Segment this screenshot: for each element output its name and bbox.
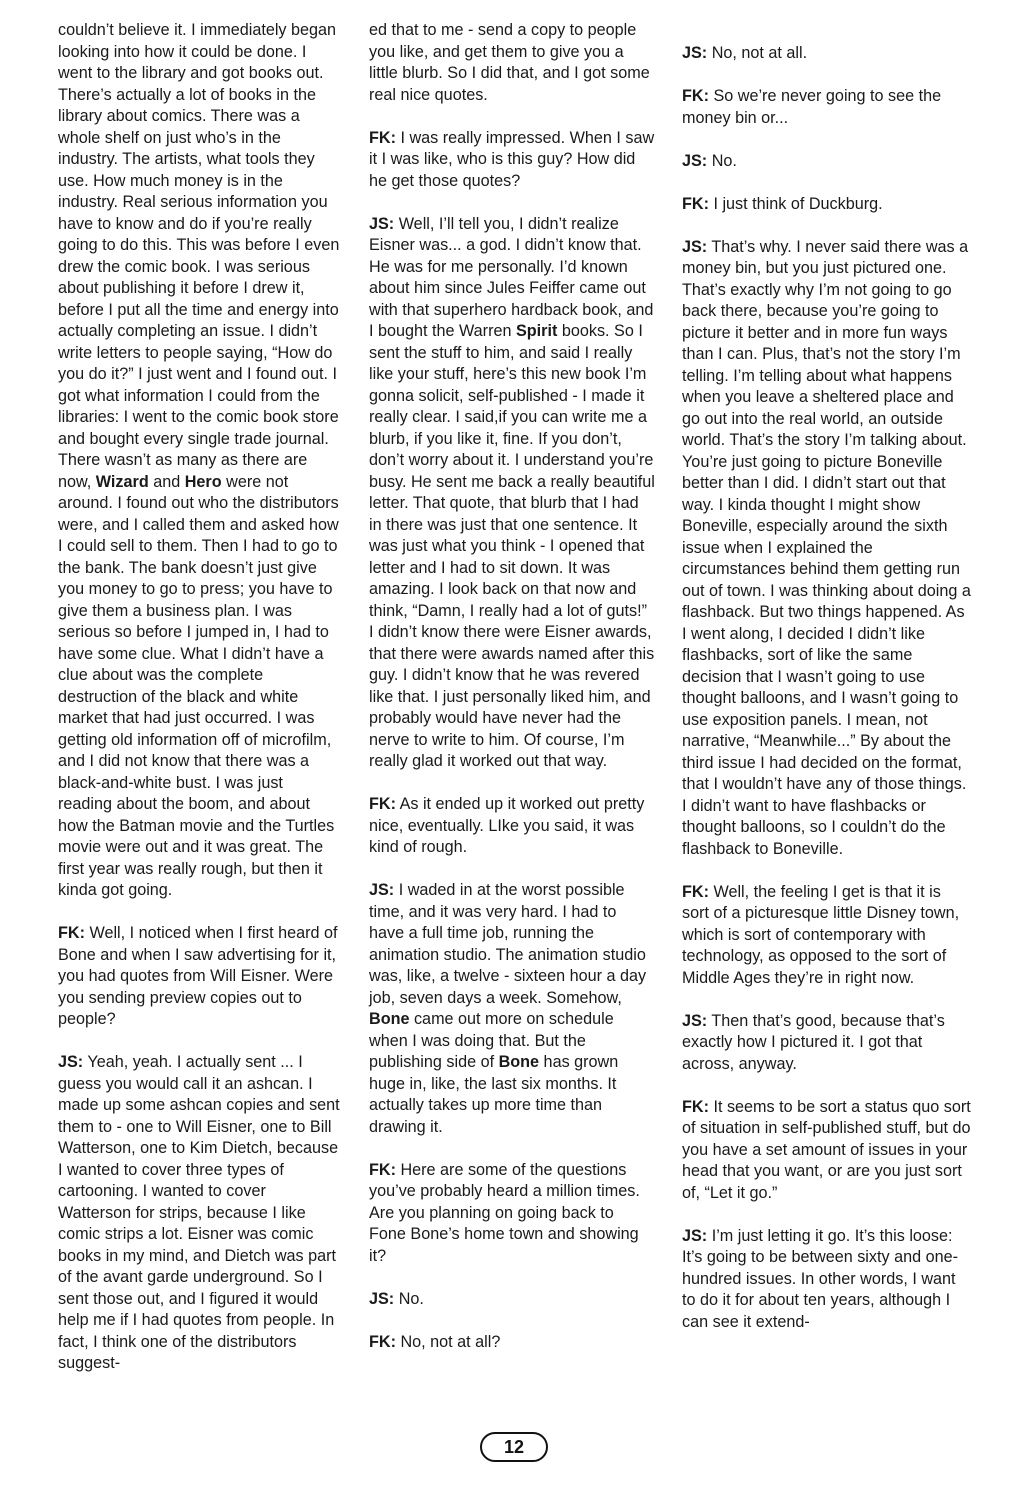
paragraph xyxy=(369,794,655,859)
page-number: 12 xyxy=(480,1432,548,1462)
paragraph xyxy=(682,43,972,65)
paragraph xyxy=(682,237,972,861)
paragraph-text: I waded in at the worst possible time, and it was very hard. I had to have a full time job, running the animation studio. The animation studio was, like, a twelve - sixteen hour a day job, seven days a week. Somehow, xyxy=(369,881,647,1007)
paragraph-text: As it ended up it worked out pretty nice, eventually. LIke you said, it was kind of rough. xyxy=(369,795,645,856)
paragraph-text: I’m just letting it go. It’s this loose: It’s going to be between sixty and one-hundred issues. In other words, I want to do it for about ten years, although I can see it extend- xyxy=(682,1226,958,1331)
paragraph xyxy=(369,20,655,106)
paragraph-text: So we’re never going to see the money bin or... xyxy=(682,87,942,127)
paragraph xyxy=(369,128,655,193)
speaker-label: FK: xyxy=(682,1097,709,1116)
speaker-label: JS: xyxy=(682,44,708,62)
speaker-label: JS: xyxy=(682,237,708,256)
bold-title: Bone xyxy=(498,1053,540,1071)
text-column-1 xyxy=(58,20,340,1396)
paragraph-text: I just think of Duckburg. xyxy=(708,194,883,213)
paragraph-text: Well, I noticed when I first heard of Bone and when I saw advertising for it, you had quotes from Will Eisner. Were you sending preview copies out to people? xyxy=(58,924,338,1028)
paragraph xyxy=(58,1052,340,1375)
paragraph xyxy=(369,214,655,773)
paragraph-text: couldn’t believe it. I immediately began looking into how it could be done. I went to the library and got books out. There’s actually a lot of books in the library about comics. There was a whole shelf on just who’s in the industry. The artists, what tools they use. How much money is in the industry. Real serious information you have to know and do if you’re really going to do this. This was before I even drew the comic book. I was serious about publishing it before I drew it, before I put all the time and energy into actually completing an issue. I didn’t write letters to people saying, “How do you do it?” I just went and I found out. I got what information I could from the libraries: I went to the comic book store and bought every single trade journal. There wasn’t as many as there are now, xyxy=(58,21,340,491)
paragraph-text: No. xyxy=(707,151,737,170)
paragraph-text: No, not at all. xyxy=(707,44,808,62)
speaker-label: FK: xyxy=(58,924,85,942)
paragraph-text: Here are some of the questions you’ve probably heard a million times. Are you planning on going back to Fone Bone’s home town and showing it? xyxy=(369,1160,640,1265)
speaker-label: FK: xyxy=(682,882,709,901)
paragraph xyxy=(369,1332,655,1354)
speaker-label: FK: xyxy=(682,194,709,213)
speaker-label: JS: xyxy=(682,151,708,170)
paragraph xyxy=(682,151,972,173)
paragraph xyxy=(682,1097,972,1205)
paragraph xyxy=(369,1160,655,1268)
bold-title: Hero xyxy=(184,472,222,491)
paragraph xyxy=(369,1289,655,1311)
speaker-label: JS: xyxy=(369,214,395,233)
paragraph-text: ed that to me - send a copy to people you like, and get them to give you a little blurb. So I did that, and I got some real nice quotes. xyxy=(369,21,650,104)
paragraph xyxy=(682,882,972,990)
bold-title: Bone xyxy=(369,1010,410,1028)
paragraph-text: Well, the feeling I get is that it is sort of a picturesque little Disney town, which is sort of contemporary with technology, as opposed to the sort of Middle Ages they’re in right now. xyxy=(682,882,960,987)
paragraph-text: came out more on schedule when I was doing that. But the publishing side of xyxy=(369,1010,614,1071)
speaker-label: JS: xyxy=(682,1226,708,1245)
speaker-label: JS: xyxy=(682,1011,708,1030)
paragraph xyxy=(58,923,340,1031)
paragraph xyxy=(682,194,972,216)
speaker-label: JS: xyxy=(369,881,395,899)
paragraph-text: Yeah, yeah. I actually sent ... I guess you would call it an ashcan. I made up some ashcan copies and sent them to - one to Will Eisner, one to Bill Watterson, one to Kim Dietch, because I wanted to cover three types of cartooning. I wanted to cover Watterson for strips, because I like comic strips a lot. Eisner was comic books in my mind, and Dietch was part of the avant garde underground. So I sent those out, and I figured it would help me if I had quotes from people. In fact, I think one of the distributors suggest- xyxy=(58,1053,340,1372)
speaker-label: FK: xyxy=(369,128,396,147)
bold-title: Spirit xyxy=(515,322,558,340)
speaker-label: JS: xyxy=(58,1053,84,1071)
paragraph xyxy=(682,86,972,129)
speaker-label: FK: xyxy=(682,87,709,105)
paragraph-text: No. xyxy=(394,1289,424,1308)
bold-title: Wizard xyxy=(95,472,149,491)
text-column-2 xyxy=(369,20,655,1375)
paragraph-text: has grown huge in, like, the last six months. It actually takes up more time than drawing it. xyxy=(369,1053,619,1136)
speaker-label: FK: xyxy=(369,795,396,813)
text-column-3 xyxy=(682,43,972,1355)
paragraph-text: Well, I’ll tell you, I didn’t realize Eisner was... a god. I didn’t know that. He was for me personally. I’d known about him since Jules Feiffer came out with that superhero hardback book, and I bought the Warren xyxy=(369,214,654,340)
speaker-label: JS: xyxy=(369,1289,395,1308)
paragraph-text: No, not at all? xyxy=(395,1332,501,1351)
paragraph-text: Then that’s good, because that’s exactly how I pictured it. I got that across, anyway. xyxy=(682,1011,945,1073)
paragraph-text: That’s why. I never said there was a money bin, but you just pictured one. That’s exactly why I’m not going to go back there, because you’re going to picture it better and in more fun ways than I can. Plus, that’s not the story I’m telling. I’m telling about what happens when you leave a sheltered place and go out into the real world, an outside world. That’s the story I’m talking about. You’re just going to picture Boneville better than I did. I didn’t start out that way. I kinda thought I might show Boneville, especially around the sixth issue when I explained the circumstances behind them getting run out of town. I was thinking about doing a flashback. But two things happened. As I went along, I decided I didn’t like flashbacks, sort of like the same decision that I wasn’t going to use thought balloons, and I wasn’t going to use exposition panels. I mean, not narrative, “Meanwhile...” By about the third issue I had decided on the format, that I wouldn’t have any of those things. I didn’t want to have flashbacks or thought balloons, so I couldn’t do the flashback to Boneville. xyxy=(682,237,971,858)
paragraph xyxy=(682,1011,972,1076)
speaker-label: FK: xyxy=(369,1160,396,1179)
speaker-label: FK: xyxy=(369,1332,396,1351)
paragraph-text: were not around. I found out who the distributors were, and I called them and asked how I could sell to them. Then I had to go to the bank. The bank doesn’t just give you money to go to press; you have to give them a business plan. I was serious so before I jumped in, I had to have some clue. What I didn’t have a clue about was the complete destruction of the black and white market that had just occurred. I was getting old information off of microfilm, and I did not know that there was a black-and-white bust. I was just reading about the boom, and about how the Batman movie and the Turtles movie were out and it was great. The first year was really rough, but then it kinda got going. xyxy=(58,472,339,899)
paragraph-text: books. So I sent the stuff to him, and said I really like your stuff, here’s this new book I’m gonna solicit, self-published - I made it really clear. I said,if you can write me a blurb, if you like it, fine. If you don’t, don’t worry about it. I understand you’re busy. He sent me back a really beautiful letter. That quote, that blurb that I had in there was just that one sentence. It was just what you think - I opened that letter and I had to sit down. It was amazing. I look back on that now and think, “Damn, I really had a lot of guts!” I didn’t know there were Eisner awards, that there were awards named after this guy. I didn’t know that he was revered like that. I just personally liked him, and probably would have never had the nerve to write to him. Of course, I’m really glad it worked out that way. xyxy=(369,322,655,770)
paragraph-text: and xyxy=(148,472,185,491)
paragraph xyxy=(682,1226,972,1334)
paragraph-text: I was really impressed. When I saw it I was like, who is this guy? How did he get those quotes? xyxy=(369,128,655,190)
paragraph xyxy=(58,20,340,902)
paragraph xyxy=(369,880,655,1138)
paragraph-text: It seems to be sort a status quo sort of situation in self-published stuff, but do you have a set amount of issues in your head that you want, or are you just sort of, “Let it go.” xyxy=(682,1097,971,1202)
